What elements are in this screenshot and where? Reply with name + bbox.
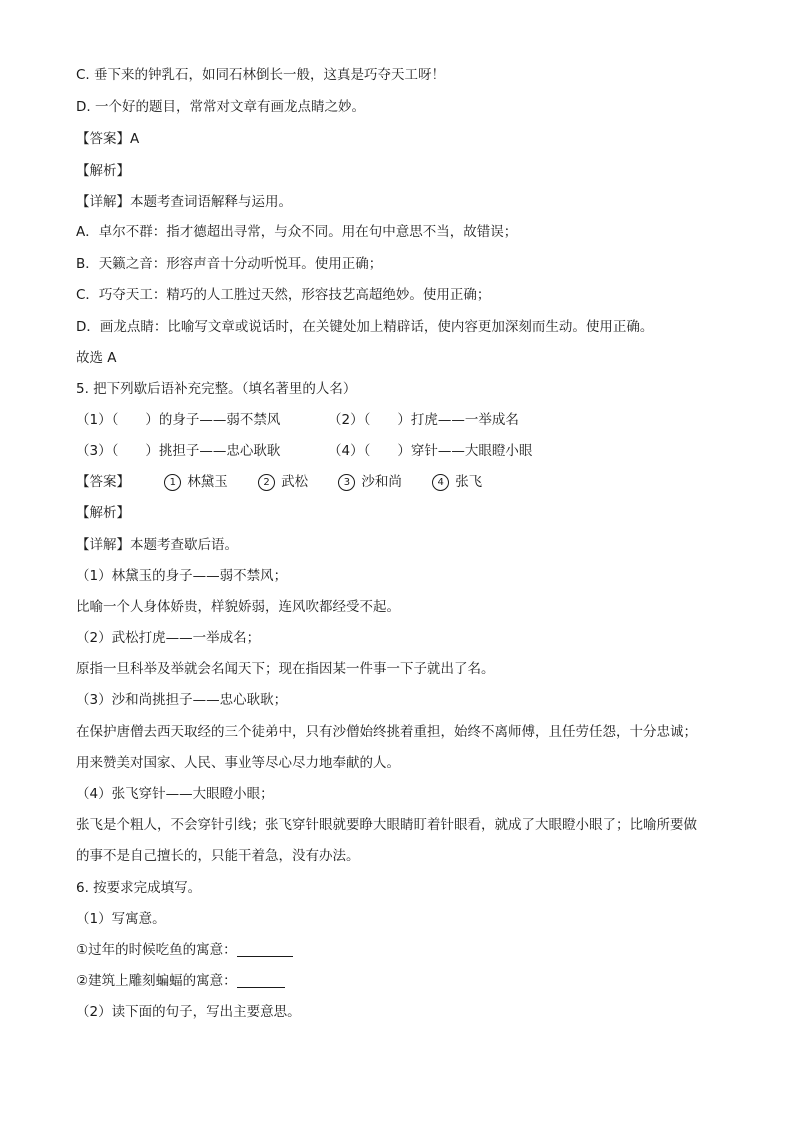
q5-item-3: （3）（ ）挑担子——忠心耿耿 <box>76 443 281 459</box>
q5-body-line: 比喻一个人身体娇贵，样貌娇弱，连风吹都经受不起。 <box>76 599 400 615</box>
q4-option-b-explanation: B．天籁之音：形容声音十分动听悦耳。使用正确； <box>76 256 383 272</box>
q4-option-d: D. 一个好的题目，常常对文章有画龙点睛之妙。 <box>76 99 365 115</box>
answer-text: 武松 <box>281 474 309 490</box>
q5-body-line: （3）沙和尚挑担子——忠心耿耿； <box>76 692 288 708</box>
circled-number: 2 <box>258 474 275 491</box>
q5-analysis-label: 【解析】 <box>76 505 130 521</box>
q6-item-1-label: ①过年的时候吃鱼的寓意： <box>76 942 237 958</box>
answer-text: 张飞 <box>455 474 483 490</box>
answer-blank[interactable] <box>237 942 293 957</box>
q5-body-line: 的事不是自己擅长的，只能干着急，没有办法。 <box>76 848 360 864</box>
q5-body-line: （1）林黛玉的身子——弱不禁风； <box>76 568 288 584</box>
q4-option-d-explanation: D．画龙点睛：比喻写文章或说话时，在关键处加上精辟话，使内容更加深刻而生动。使用正确。 <box>76 319 654 335</box>
q5-detail: 【详解】本题考查歇后语。 <box>76 537 238 553</box>
q6-sub1: （1）写寓意。 <box>76 911 166 927</box>
q4-option-c-explanation: C．巧夺天工：精巧的人工胜过天然，形容技艺高超绝妙。使用正确； <box>76 287 491 303</box>
answer-text: 沙和尚 <box>361 474 402 490</box>
q6-sub2: （2）读下面的句子，写出主要意思。 <box>76 1004 301 1020</box>
answer-blank[interactable] <box>237 973 285 988</box>
q5-body-line: 用来赞美对国家、人民、事业等尽心尽力地奉献的人。 <box>76 755 400 771</box>
q5-answer-row <box>76 472 734 492</box>
answer-text: 林黛玉 <box>187 474 228 490</box>
q4-answer: 【答案】A <box>76 131 140 147</box>
q5-row-2 <box>76 441 734 461</box>
q5-item-2: （2）（ ）打虎——一举成名 <box>328 412 519 428</box>
q4-conclusion: 故选 A <box>76 350 117 366</box>
q5-body-line: （2）武松打虎——一举成名； <box>76 630 261 646</box>
q4-option-a-explanation: A．卓尔不群：指才德超出寻常，与众不同。用在句中意思不当，故错误； <box>76 224 518 240</box>
circled-number: 4 <box>432 474 449 491</box>
q5-answer-1 <box>164 472 228 492</box>
q5-answer-4 <box>432 472 482 492</box>
q5-row-1 <box>76 410 734 430</box>
q6-item-2 <box>76 971 734 991</box>
q5-item-4: （4）（ ）穿针——大眼瞪小眼 <box>328 443 533 459</box>
q5-item-1: （1）（ ）的身子——弱不禁风 <box>76 412 281 428</box>
q5-body-line: 原指一旦科举及举就会名闻天下；现在指因某一件事一下子就出了名。 <box>76 661 495 677</box>
q5-title: 5. 把下列歇后语补充完整。（填名著里的人名） <box>76 381 357 397</box>
circled-number: 1 <box>164 474 181 491</box>
circled-number: 3 <box>338 474 355 491</box>
q4-option-c: C. 垂下来的钟乳石，如同石林倒长一般，这真是巧夺天工呀！ <box>76 67 446 83</box>
q6-item-1 <box>76 940 734 960</box>
q5-answer-label: 【答案】 <box>76 474 130 490</box>
q4-detail: 【详解】本题考查词语解释与运用。 <box>76 194 292 210</box>
q5-body-line: 张飞是个粗人，不会穿针引线；张飞穿针眼就要睁大眼睛盯着针眼看，就成了大眼瞪小眼了；比喻所要做 <box>76 817 697 833</box>
q5-body-line: （4）张飞穿针——大眼瞪小眼； <box>76 786 274 802</box>
q5-body-line: 在保护唐僧去西天取经的三个徒弟中，只有沙僧始终挑着重担，始终不离师傅，且任劳任怨，十分忠诚； <box>76 724 697 740</box>
q6-title: 6. 按要求完成填写。 <box>76 880 202 896</box>
q4-analysis-label: 【解析】 <box>76 163 130 179</box>
q5-answer-2 <box>258 472 308 492</box>
q6-item-2-label: ②建筑上雕刻蝙蝠的寓意： <box>76 973 237 989</box>
q5-answer-3 <box>338 472 402 492</box>
